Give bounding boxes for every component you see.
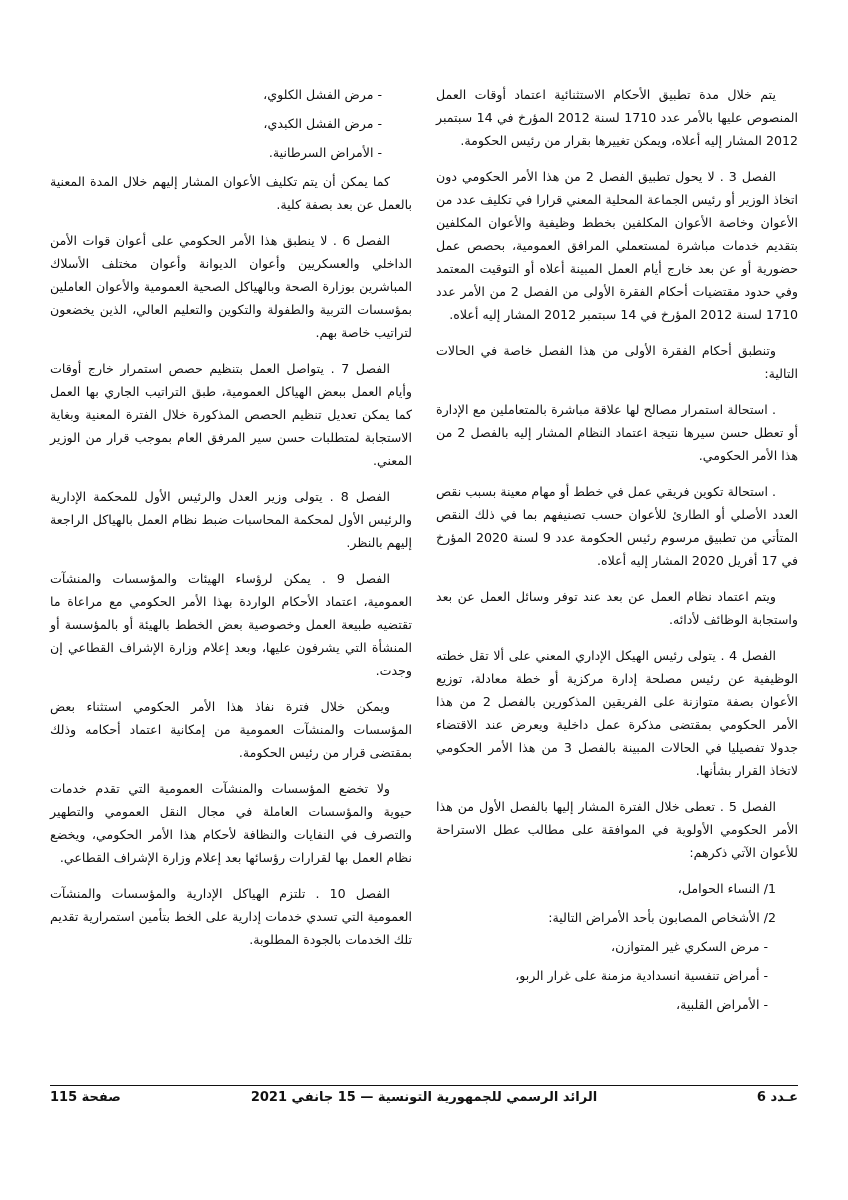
article-4: الفصل 4 . يتولى رئيس الهيكل الإداري المعني على ألا تقل خطته الوظيفية عن رئيس مصلحة إدارة مركزية أو خطة معادلة، توزيع الأعوان بصفة متوازنة على الفريقين المذكورين بالفصل 2 من هذا الأمر الحكومي بمقتضى مذكرة عمل داخلية ويعرض عند الاقتضاء جدولا تفصيليا في الحالات المبينة بالفصل 3 من هذا الأمر الحكومي لاتخاذ القرار بشأنها.	[436, 648, 799, 778]
paragraph: كما يمكن أن يتم تكليف الأعوان المشار إليهم خلال المدة المعنية بالعمل عن بعد بصفة كلية.	[50, 174, 412, 212]
paragraph: يتم خلال مدة تطبيق الأحكام الاستثنائية اعتماد أوقات العمل المنصوص عليها بالأمر عدد 1710 لسنة 2012 المؤرخ في 14 سبتمبر 2012 المشار إليه أعلاه، ويمكن تغييرها بقرار من رئيس الحكومة.	[436, 87, 798, 148]
bullet-paragraph: . استحالة تكوين فريقي عمل في خطط أو مهام معينة بسبب نقص العدد الأصلي أو الطارئ للأعوان حسب تصنيفهم بما في ذلك النقص المتأتي من تطبيق مرسوم رئيس الحكومة عدد 9 لسنة 2020 المؤرخ في 17 أفريل 2020 المشار إليه أعلاه.	[436, 484, 799, 568]
right-column	[436, 83, 798, 1022]
list-item: - الأمراض القلبية،	[676, 997, 768, 1012]
article-8: الفصل 8 . يتولى وزير العدل والرئيس الأول للمحكمة الإدارية والرئيس الأول لمحكمة المحاسبات ضبط نظام العمل بالهياكل الراجعة إليهم بالنظر.	[50, 489, 412, 550]
page-footer	[50, 1085, 798, 1111]
paragraph: وتنطبق أحكام الفقرة الأولى من هذا الفصل خاصة في الحالات التالية:	[436, 343, 798, 381]
left-column	[50, 83, 412, 964]
bullet-paragraph: . استحالة استمرار مصالح لها علاقة مباشرة بالمتعاملين مع الإدارة أو تعطل حسن سيرها نتيجة اعتماد النظام المشار إليه بالفصل 2 من هذا الأمر الحكومي.	[436, 402, 798, 463]
article-9: الفصل 9 . يمكن لرؤساء الهيئات والمؤسسات والمنشآت العمومية، اعتماد الأحكام الواردة بهذا الأمر الحكومي مع مراعاة ما تقتضيه طبيعة العمل وخصوصية بعض الخطط بالهيئة أو بالمؤسسة أو المنشأة التي يشرفون عليها، وبعد إعلام وزارة الإشراف القطاعي إن وجدت.	[50, 571, 412, 678]
article-6: الفصل 6 . لا ينطبق هذا الأمر الحكومي على أعوان قوات الأمن الداخلي والعسكريين وأعوان الديوانة وأعوان مختلف الأسلاك المباشرين بوزارة الصحة وبالهياكل الصحية العمومية والأعوان العاملين بمؤسسات التربية والطفولة والتكوين والتعليم العالي، الذين يخضعون لتراتيب خاصة بهم.	[50, 233, 412, 340]
gazette-title: الرائد الرسمي للجمهورية التونسية — 15 جانفي 2021	[250, 1090, 598, 1105]
paragraph: ويمكن خلال فترة نفاذ هذا الأمر الحكومي استثناء بعض المؤسسات والمنشآت العمومية من إمكانية اعتماد أحكامه وذلك بمقتضى قرار من رئيس الحكومة.	[50, 699, 412, 760]
list-item: - مرض السكري غير المتوازن،	[611, 939, 768, 954]
list-item: 1/ النساء الحوامل،	[677, 881, 776, 896]
issue-number: عـدد 6	[756, 1090, 798, 1105]
list-item: - مرض الفشل الكبدي،	[263, 116, 382, 131]
paragraph: ولا تخضع المؤسسات والمنشآت العمومية التي تقدم خدمات حيوية والمؤسسات العاملة في مجال النقل العمومي والتطهير والتصرف في النفايات والنظافة لأحكام هذا الأمر الحكومي، ويخضع نظام العمل بها لقرارات رؤسائها بعد إعلام وزارة الإشراف القطاعي.	[50, 781, 412, 865]
list-item: 2/ الأشخاص المصابون بأحد الأمراض التالية:	[548, 910, 776, 925]
page-number: صفحة 115	[50, 1090, 121, 1105]
list-item: - الأمراض السرطانية.	[268, 145, 382, 160]
list-item: - أمراض تنفسية انسدادية مزمنة على غرار الربو،	[515, 968, 768, 983]
list-item: - مرض الفشل الكلوي،	[263, 87, 382, 102]
article-3: الفصل 3 . لا يحول تطبيق الفصل 2 من هذا الأمر الحكومي دون اتخاذ الوزير أو رئيس الجماعة المحلية المعني قرارا في تكليف عدد من الأعوان وخاصة الأعوان المكلفين بخطط وظيفية والأعوان المكلفين بتقديم خدمات مباشرة لمستعملي المرافق العمومية، بحصص عمل حضورية أو عن بعد خارج أيام العمل المبينة أعلاه أو التوقيت المعتمد وفي حدود مقتضيات أحكام الفقرة الأولى من الفصل 2 من الأمر عدد 1710 لسنة 2012 المؤرخ في 14 سبتمبر 2012 المشار إليه أعلاه.	[436, 169, 799, 322]
article-10: الفصل 10 . تلتزم الهياكل الإدارية والمؤسسات والمنشآت العمومية التي تسدي خدمات إدارية على الخط بتأمين استمرارية تقديم تلك الخدمات بالجودة المطلوبة.	[50, 886, 412, 947]
paragraph: ويتم اعتماد نظام العمل عن بعد عند توفر وسائل العمل عن بعد واستجابة الوظائف لأدائه.	[436, 589, 798, 627]
article-5: الفصل 5 . تعطى خلال الفترة المشار إليها بالفصل الأول من هذا الأمر الحكومي الأولوية في الموافقة على مطالب عطل الاستراحة للأعوان الآتي ذكرهم:	[436, 799, 798, 860]
article-7: الفصل 7 . يتواصل العمل بتنظيم حصص استمرار خارج أوقات وأيام العمل ببعض الهياكل العمومية، طبق التراتيب الجاري بها العمل كما يمكن تعديل تنظيم الحصص المذكورة خلال الفترة المعنية وبغاية الاستجابة لمتطلبات حسن سير المرفق العام بموجب قرار من الوزير المعني.	[50, 361, 412, 468]
